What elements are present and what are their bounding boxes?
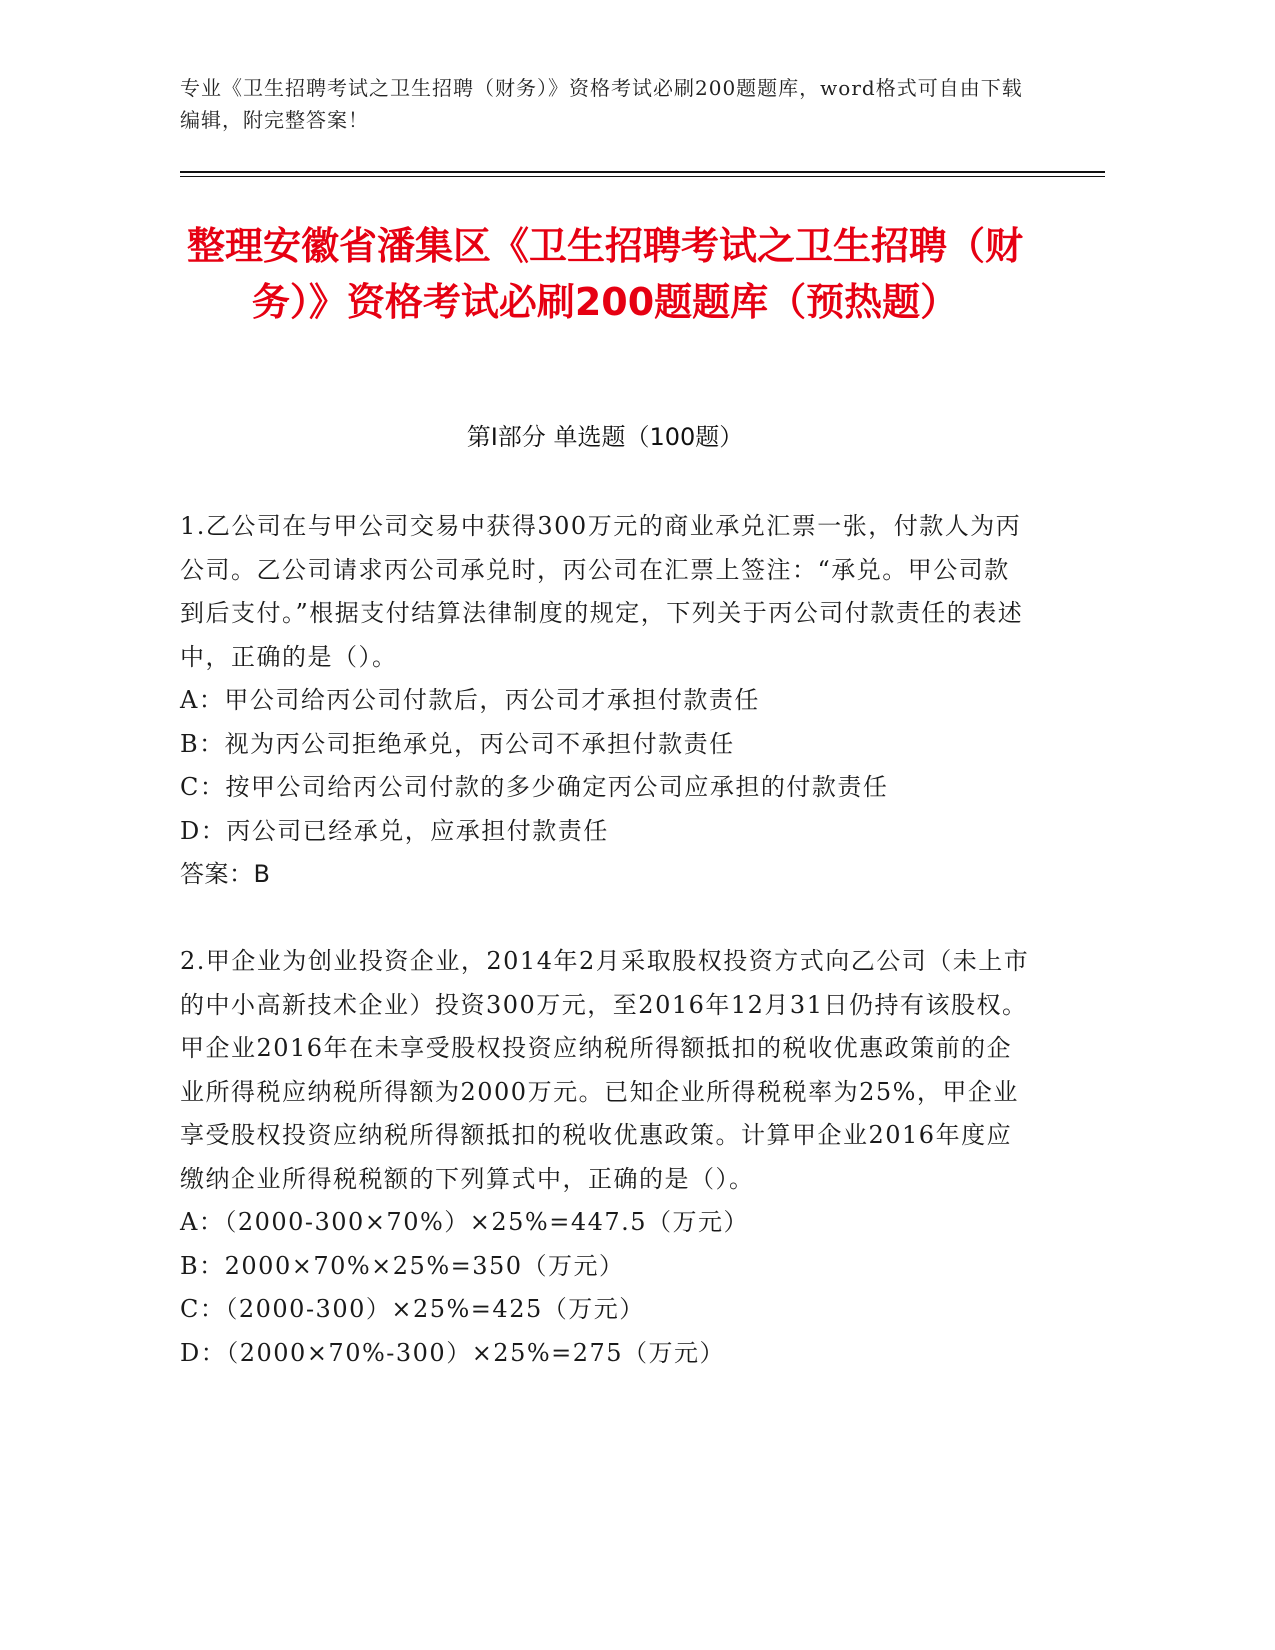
option-d: D：丙公司已经承兑，应承担付款责任	[180, 816, 609, 845]
option-b: B：视为丙公司拒绝承兑，丙公司不承担付款责任	[180, 729, 735, 758]
header-note: 专业《卫生招聘考试之卫生招聘（财务）》资格考试必刷200题题库，word格式可自由下载编辑，附完整答案！	[180, 76, 1023, 132]
question-stem: 1.乙公司在与甲公司交易中获得300万元的商业承兑汇票一张，付款人为丙公司。乙公司请求丙公司承兑时，丙公司在汇票上签注：“承兑。甲公司款到后支付。”根据支付结算法律制度的规定，下列关于丙公司付款责任的表述中，正确的是（）。	[180, 512, 1024, 671]
option-a: A：甲公司给丙公司付款后，丙公司才承担付款责任	[180, 686, 760, 714]
option-a: A：（2000-300×70%）×25%=447.5（万元）	[180, 1208, 750, 1236]
section-title: 第I部分 单选题（100题）	[466, 423, 744, 451]
answer-line: 答案：B	[180, 860, 271, 888]
question-1	[180, 505, 1035, 897]
header-divider-thick	[180, 171, 1105, 173]
header-divider-thin	[180, 176, 1105, 177]
option-d: D：（2000×70%-300）×25%=275（万元）	[180, 1338, 726, 1367]
option-c: C：按甲公司给丙公司付款的多少确定丙公司应承担的付款责任	[180, 773, 889, 801]
option-b: B：2000×70%×25%=350（万元）	[180, 1251, 625, 1280]
question-stem: 2.甲企业为创业投资企业，2014年2月采取股权投资方式向乙公司（未上市的中小高新技术企业）投资300万元，至2016年12月31日仍持有该股权。甲企业2016年在未享受股权投资应纳税所得额抵扣的税收优惠政策前的企业所得税应纳税所得额为2000万元。已知企业所得税税率为25%，甲企业享受股权投资应纳税所得额抵扣的税收优惠政策。计算甲企业2016年度应缴纳企业所得税税额的下列算式中，正确的是（）。	[180, 947, 1030, 1193]
question-2	[180, 940, 1035, 1375]
document-title: 整理安徽省潘集区《卫生招聘考试之卫生招聘（财务）》资格考试必刷200题题库（预热题）	[186, 224, 1023, 324]
option-c: C：（2000-300）×25%=425（万元）	[180, 1295, 645, 1323]
